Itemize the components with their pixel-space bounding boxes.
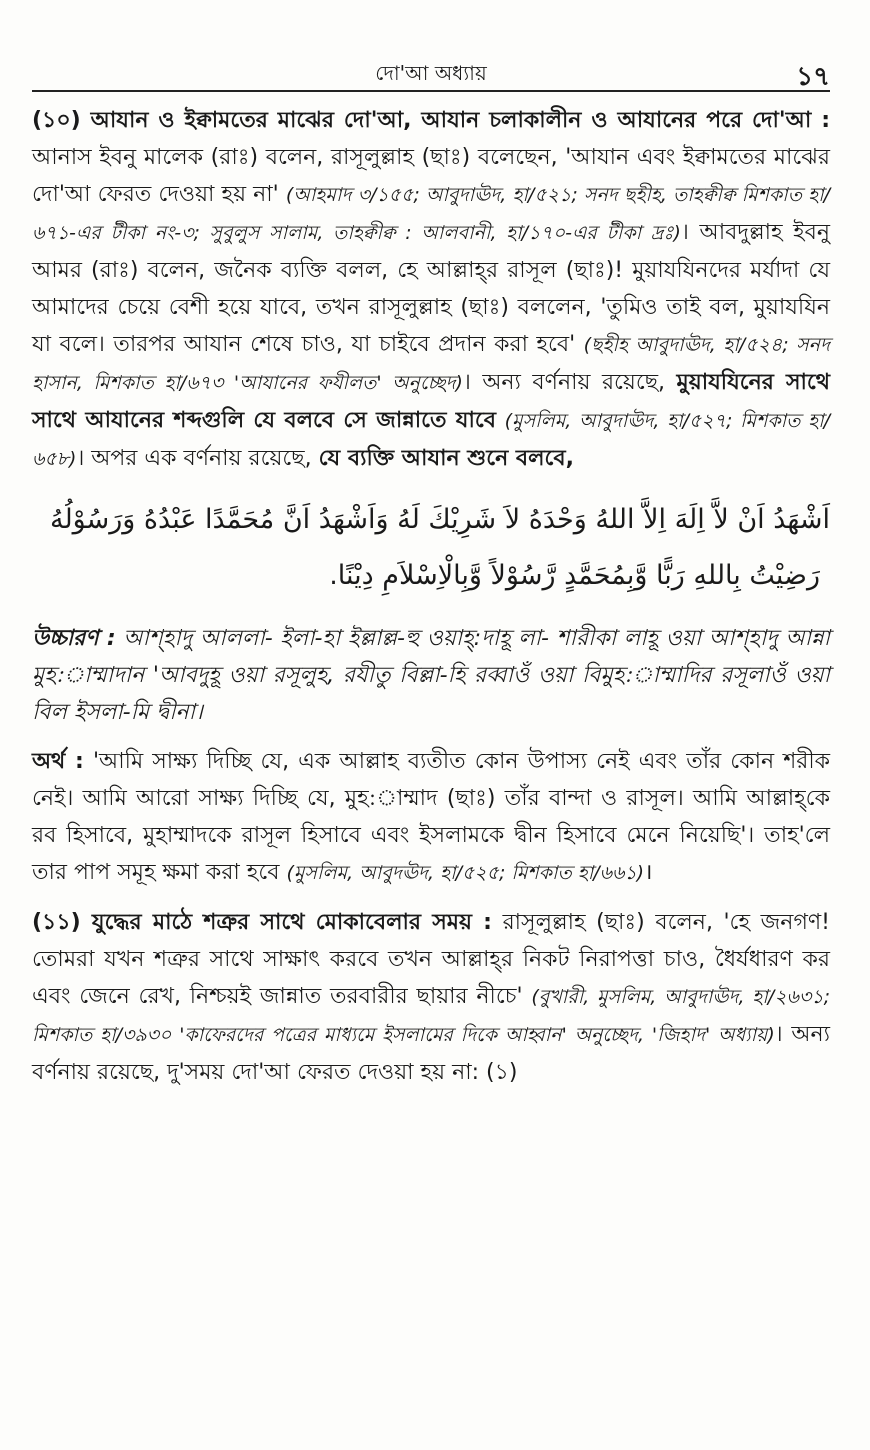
section-10-citation-1: (আহমাদ ৩/১৫৫; আবুদাঊদ, হা/৫২১; সনদ ছহীহ, তাহক্বীক্ব মিশকাত হা/৬৭১-এর টীকা নং-৩; সুবুলুস সালাম, তাহক্বীক্ব : আলবানী, হা/১৭০-এর টীকা দ্রঃ) (32, 184, 830, 244)
meaning-paragraph (32, 743, 830, 892)
meaning-label: অর্থ : (32, 749, 84, 774)
section-10-bold-1: মুয়াযযিনের সাথে সাথে আযানের শব্দগুলি যে বলবে সে জান্নাতে যাবে (32, 370, 830, 433)
section-10-heading: (১০) আযান ও ইক্বামতের মাঝের দো'আ, আযান চলাকালীন ও আযানের পরে দো'আ : (32, 108, 830, 133)
section-11-text-2: । অন্য বর্ণনায় রয়েছে, দু'সময় দো'আ ফেরত দেওয়া হয় না: (১) (32, 1022, 830, 1085)
page-number: ১৭ (796, 62, 830, 92)
arabic-line-1: اَشْهَدُ اَنْ لاَّ اِلَهَ اِلاَّ اللهُ وَحْدَهُ لاَ شَرِيْكَ لَهُ وَاَشْهَدُ اَنَّ مُحَمَّدًا عَبْدُهُ وَرَسُوْلُهُ (49, 504, 830, 535)
section-10-citation-2: (ছহীহ আবুদাঊদ, হা/৫২৪; সনদ হাসান, মিশকাত হা/৬৭৩ 'আযানের ফযীলত' অনুচ্ছেদ) (32, 334, 830, 394)
section-10-text-1: আনাস ইবনু মালেক (রাঃ) বলেন, রাসূলুল্লাহ (ছাঃ) বলেছেন, 'আযান এবং ইক্বামতের মাঝের দো'আ ফেরত দেওয়া হয় না' (32, 145, 830, 207)
arabic-line-2: رَضِيْتُ بِاللهِ رَبًّا وَّبِمُحَمَّدٍ رَّسُوْلاً وَّبِالْاِسْلاَمِ دِيْنًا. (329, 560, 820, 591)
chapter-title: দো'আ অধ্যায় (375, 61, 487, 85)
pronunciation-text: আশ্‌হাদু আললা- ইলা-হা ইল্লাল্ল-হু ওয়াহ্‌:দাহূ লা- শারীকা লাহূ ওয়া আশ্‌হাদু আন্না মুহ:াম্মাদান 'আবদুহূ ওয়া রসূলুহ, রযীতু বিল্লা-হি রব্বাওঁ ওয়া বিমুহ:াম্মাদির রসূলাওঁ ওয়া বিল ইসলা-মি দ্বীনা। (32, 626, 831, 725)
meaning-citation: (মুসলিম, আবুদঊদ, হা/৫২৫; মিশকাত হা/৬৬১) (286, 862, 645, 884)
section-10-text-2: । আবদুল্লাহ ইবনু আমর (রাঃ) বলেন, জনৈক ব্যক্তি বলল, হে আল্লাহ্‌র রাসূল (ছাঃ)! মুয়াযযিনদের মর্যাদা যে আমাদের চেয়ে বেশী হয়ে যাবে, তখন রাসূলুল্লাহ (ছাঃ) বললেন, 'তুমিও তাই বল, মুয়াযযিন যা বলে। তারপর আযান শেষে চাও, যা চাইবে প্রদান করা হবে' (32, 220, 830, 357)
section-11-citation-1: (বুখারী, মুসলিম, আবুদাঊদ, হা/২৬৩১; মিশকাত হা/৩৯৩০ 'কাফেরদের পত্রের মাধ্যমে ইসলামের দিকে আহ্বান' অনুচ্ছেদ, 'জিহাদ' অধ্যায়) (32, 986, 830, 1046)
section-10-text-4 (496, 408, 505, 433)
section-10-text-5: । অপর এক বর্ণনায় রয়েছে, (76, 446, 319, 471)
header-rule (32, 90, 830, 92)
section-10-citation-3: (মুসলিম, আবুদাঊদ, হা/৫২৭; মিশকাত হা/৬৫৮) (32, 410, 830, 470)
meaning-text: 'আমি সাক্ষ্য দিচ্ছি যে, এক আল্লাহ ব্যতীত কোন উপাস্য নেই এবং তাঁর কোন শরীক নেই। আমি আরো সাক্ষ্য দিচ্ছি যে, মুহ:াম্মাদ (ছাঃ) তাঁর বান্দা ও রাসূল। আমি আল্লাহ্‌কে রব হিসাবে, মুহাম্মাদকে রাসূল হিসাবে এবং ইসলামকে দ্বীন হিসাবে মেনে নিয়েছি'। তাহ'লে তার পাপ সমূহ ক্ষমা করা হবে (32, 749, 831, 885)
meaning-end: । (644, 860, 653, 885)
page-header (32, 58, 830, 92)
section-10-paragraph (32, 102, 830, 478)
arabic-dua (32, 492, 830, 604)
pronunciation-label: উচ্চারণ : (32, 626, 116, 651)
pronunciation-paragraph (32, 620, 830, 731)
section-10-bold-2: যে ব্যক্তি আযান শুনে বলবে, (318, 446, 574, 471)
section-10-text-3: । অন্য বর্ণনায় রয়েছে, (462, 370, 677, 395)
section-11-paragraph (32, 904, 830, 1091)
section-11-text-1: রাসূলুল্লাহ (ছাঃ) বলেন, 'হে জনগণ! তোমরা যখন শত্রুর সাথে সাক্ষাৎ করবে তখন আল্লাহ্‌র নিকট নিরাপত্তা চাও, ধৈর্যধারণ কর এবং জেনে রেখ, নিশ্চয়ই জান্নাত তরবারীর ছায়ার নীচে' (32, 910, 830, 1009)
section-11-heading: (১১) যুদ্ধের মাঠে শত্রুর সাথে মোকাবেলার সময় : (32, 910, 492, 935)
page-content (32, 102, 830, 1097)
